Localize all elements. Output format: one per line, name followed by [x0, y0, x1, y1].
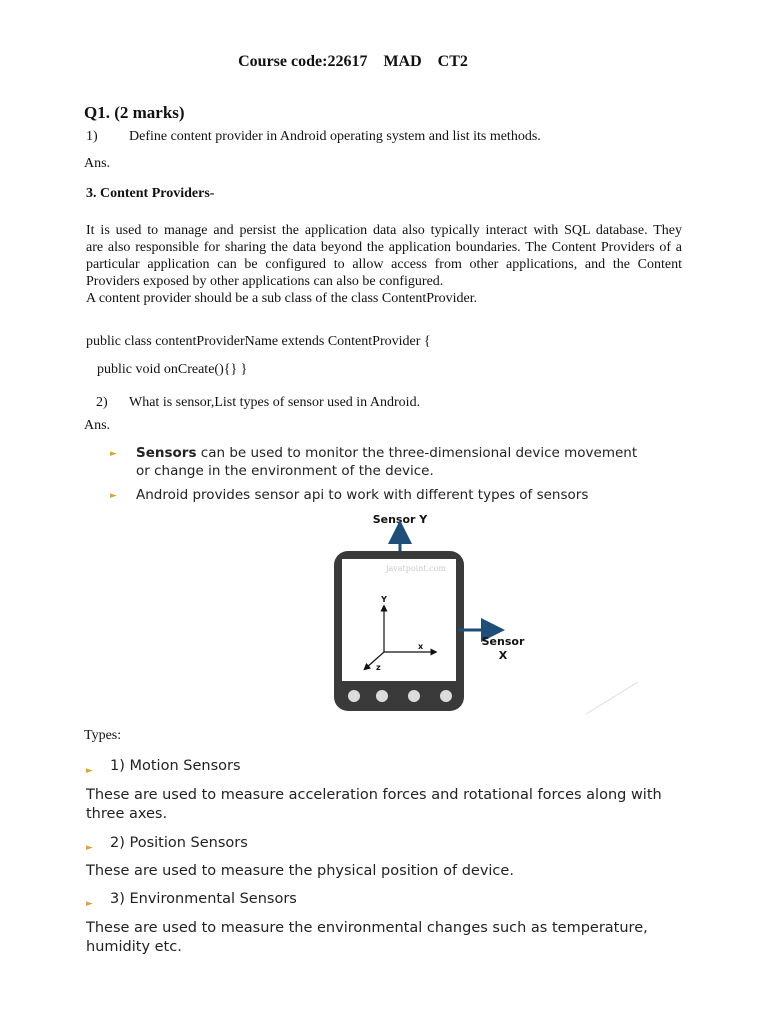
bullet-1-text: can be used to monitor the three-dimensional device movement: [196, 445, 638, 461]
description-line: These are used to measure acceleration forces and rotational forces along with: [86, 787, 662, 803]
paragraph-line: It is used to manage and persist the application data also typically interact with SQL database. They: [86, 223, 682, 238]
sensor-bullet-2: [136, 486, 656, 504]
description-line: humidity etc.: [86, 939, 182, 955]
sensor-axes-figure: [330, 505, 540, 715]
faint-stroke-decoration: [584, 680, 640, 716]
question-1-heading: Q1. (2 marks): [84, 103, 185, 122]
position-sensors-description: [86, 862, 676, 881]
answer-label-1: Ans.: [84, 156, 111, 171]
bullet-arrow-icon: ►: [86, 766, 93, 776]
sensor-x-label-letter: X: [498, 649, 508, 662]
paragraph-line: particular application can be configured to allow access from other applications, and the Content: [86, 257, 682, 272]
sensor-bullet-1: [136, 444, 656, 480]
sensors-keyword: Sensors: [136, 445, 197, 461]
phone-screen: [342, 559, 456, 681]
sensor-x-label: Sensor: [481, 635, 525, 648]
bullet-1-line-2: or change in the environment of the device.: [136, 463, 434, 479]
paragraph-line: are also responsible for sharing the data beyond the application boundaries. The Content Providers of a: [86, 240, 682, 255]
types-label: Types:: [84, 728, 122, 743]
watermark-text: javatpoint.com: [385, 564, 447, 573]
item-1-question: Define content provider in Android operating system and list its methods.: [129, 129, 541, 144]
code-line-oncreate: public void onCreate(){} }: [97, 362, 248, 377]
sensor-axes-diagram: [330, 505, 540, 715]
description-line: These are used to measure the environmental changes such as temperature,: [86, 920, 648, 936]
description-line: three axes.: [86, 806, 168, 822]
motion-sensors-heading: 1) Motion Sensors: [110, 758, 241, 774]
environmental-sensors-heading: 3) Environmental Sensors: [110, 891, 297, 907]
phone-button: [348, 690, 360, 702]
description-line: These are used to measure the physical position of device.: [86, 863, 514, 879]
paragraph-line: Providers exposed by other applications can also be configured.: [86, 274, 444, 289]
position-sensors-heading: 2) Position Sensors: [110, 835, 248, 851]
code-line-class: public class contentProviderName extends ContentProvider {: [86, 334, 431, 349]
axis-x-label: x: [418, 642, 424, 651]
bullet-2-pre: Android provides sensor: [136, 487, 304, 503]
motion-sensors-description: [86, 786, 676, 824]
content-providers-heading: 3. Content Providers-: [86, 186, 215, 201]
phone-button: [408, 690, 420, 702]
page-title: Course code:22617 MAD CT2: [238, 53, 468, 70]
phone-button: [376, 690, 388, 702]
paragraph-line: A content provider should be a sub class of the class ContentProvider.: [86, 291, 478, 306]
answer-label-2: Ans.: [84, 418, 111, 433]
bullet-arrow-icon: ►: [110, 491, 117, 501]
phone-button: [440, 690, 452, 702]
bullet-2-post: to work with different types of sensors: [324, 487, 589, 503]
content-provider-paragraph: [86, 222, 682, 307]
item-2-number: 2): [96, 395, 108, 410]
environmental-sensors-description: [86, 919, 676, 957]
item-2-question: What is sensor,List types of sensor used in Android.: [129, 395, 421, 410]
item-1-number: 1): [86, 129, 98, 144]
axis-y-label: Y: [381, 595, 387, 604]
bullet-arrow-icon: ►: [86, 899, 93, 909]
axis-z-label: z: [376, 663, 381, 672]
api-keyword: api: [303, 487, 325, 503]
bullet-arrow-icon: ►: [110, 449, 117, 459]
sensor-y-label: Sensor Y: [372, 513, 428, 526]
bullet-arrow-icon: ►: [86, 843, 93, 853]
